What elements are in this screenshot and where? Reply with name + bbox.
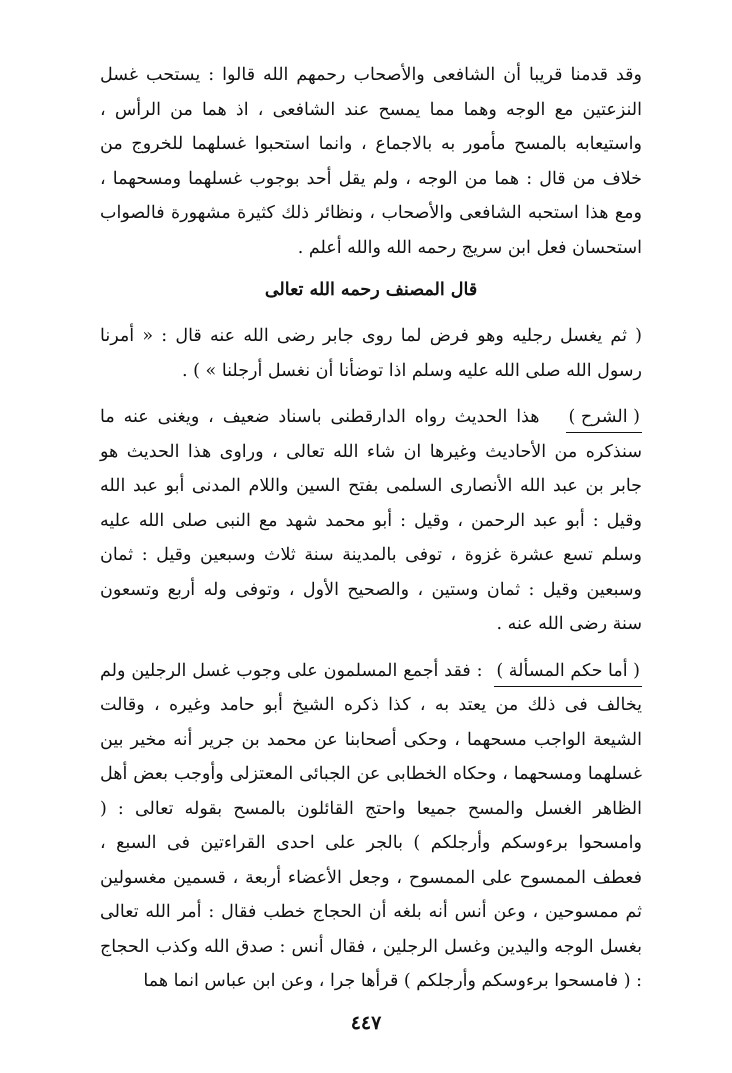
quote-paragraph: ( ثم يغسل رجليه وهو فرض لما روى جابر رضى الله عنه قال : « أمرنا رسول الله صلى الله عليه وسلم اذا توضأنا أن نغسل أرجلنا » ) . xyxy=(100,326,642,381)
hukm-text: : فقد أجمع المسلمون على وجوب غسل الرجلين ولم يخالف فى ذلك من يعتد به ، كذا ذكره الشيخ أبو حامد وغيره ، وقالت الشيعة الواجب مسحهما ، وحكى أصحابنا عن محمد بن جرير أنه مخير بين غسلهما ومسحهما ، وحكاه الخطابى عن الجبائى المعتزلى وأوجب بعض أهل الظاهر الغسل والمسح جميعا واحتج القائلون بالمسح بقوله تعالى : ( وامسحوا برءوسكم وأرجلكم ) بالجر على احدى القراءتين فى السبع ، فعطف الممسوح على الممسوح ، وجعل الأعضاء أربعة ، قسمين مغسولين ثم ممسوحين ، وعن أنس أنه بلغه أن الحجاج خطب فقال : أمر الله تعالى بغسل الوجه واليدين وغسل الرجلين ، فقال أنس : صدق الله وكذب الحجاج : ( فامسحوا برءوسكم وأرجلكم ) قرأها جرا ، وعن ابن عباس انما هما xyxy=(100,660,642,991)
hukm-label: ( أما حكم المسألة ) xyxy=(494,656,642,687)
hukm-paragraph xyxy=(100,654,642,999)
page-number: ٤٤٧ xyxy=(350,1012,382,1034)
intro-paragraph: وقد قدمنا قريبا أن الشافعى والأصحاب رحمهم الله قالوا : يستحب غسل النزعتين مع الوجه وهما مما يمسح عند الشافعى ، اذ هما من الرأس ، واستيعابه بالمسح مأمور به بالاجماع ، وانما استحبوا غسلهما للخروج من خلاف من قال : هما من الوجه ، ولم يقل أحد بوجوب غسلهما ومسحهما ، ومع هذا استحبه الشافعى والأصحاب ، ونظائر ذلك كثيرة مشهورة فالصواب استحسان فعل ابن سريج رحمه الله والله أعلم . xyxy=(100,65,642,258)
section-heading: قال المصنف رحمه الله تعالى xyxy=(264,280,478,300)
sharh-label: ( الشرح ) xyxy=(566,402,642,433)
sharh-text: هذا الحديث رواه الدارقطنى باسناد ضعيف ، ويغنى عنه ما سنذكره من الأحاديث وغيرها ان شاء الله تعالى ، وراوى هذا الحديث هو جابر بن عبد الله الأنصارى السلمى بفتح السين واللام المدنى أبو عبد الله وقيل : أبو عبد الرحمن ، وقيل : أبو محمد شهد مع النبى صلى الله عليه وسلم تسع عشرة غزوة ، توفى بالمدينة سنة ثلاث وسبعين وقيل : ثمان وسبعين وقيل : ثمان وستين ، والصحيح الأول ، وتوفى وله أربع وتسعون سنة رضى الله عنه . xyxy=(100,407,642,634)
sharh-paragraph xyxy=(100,400,642,642)
